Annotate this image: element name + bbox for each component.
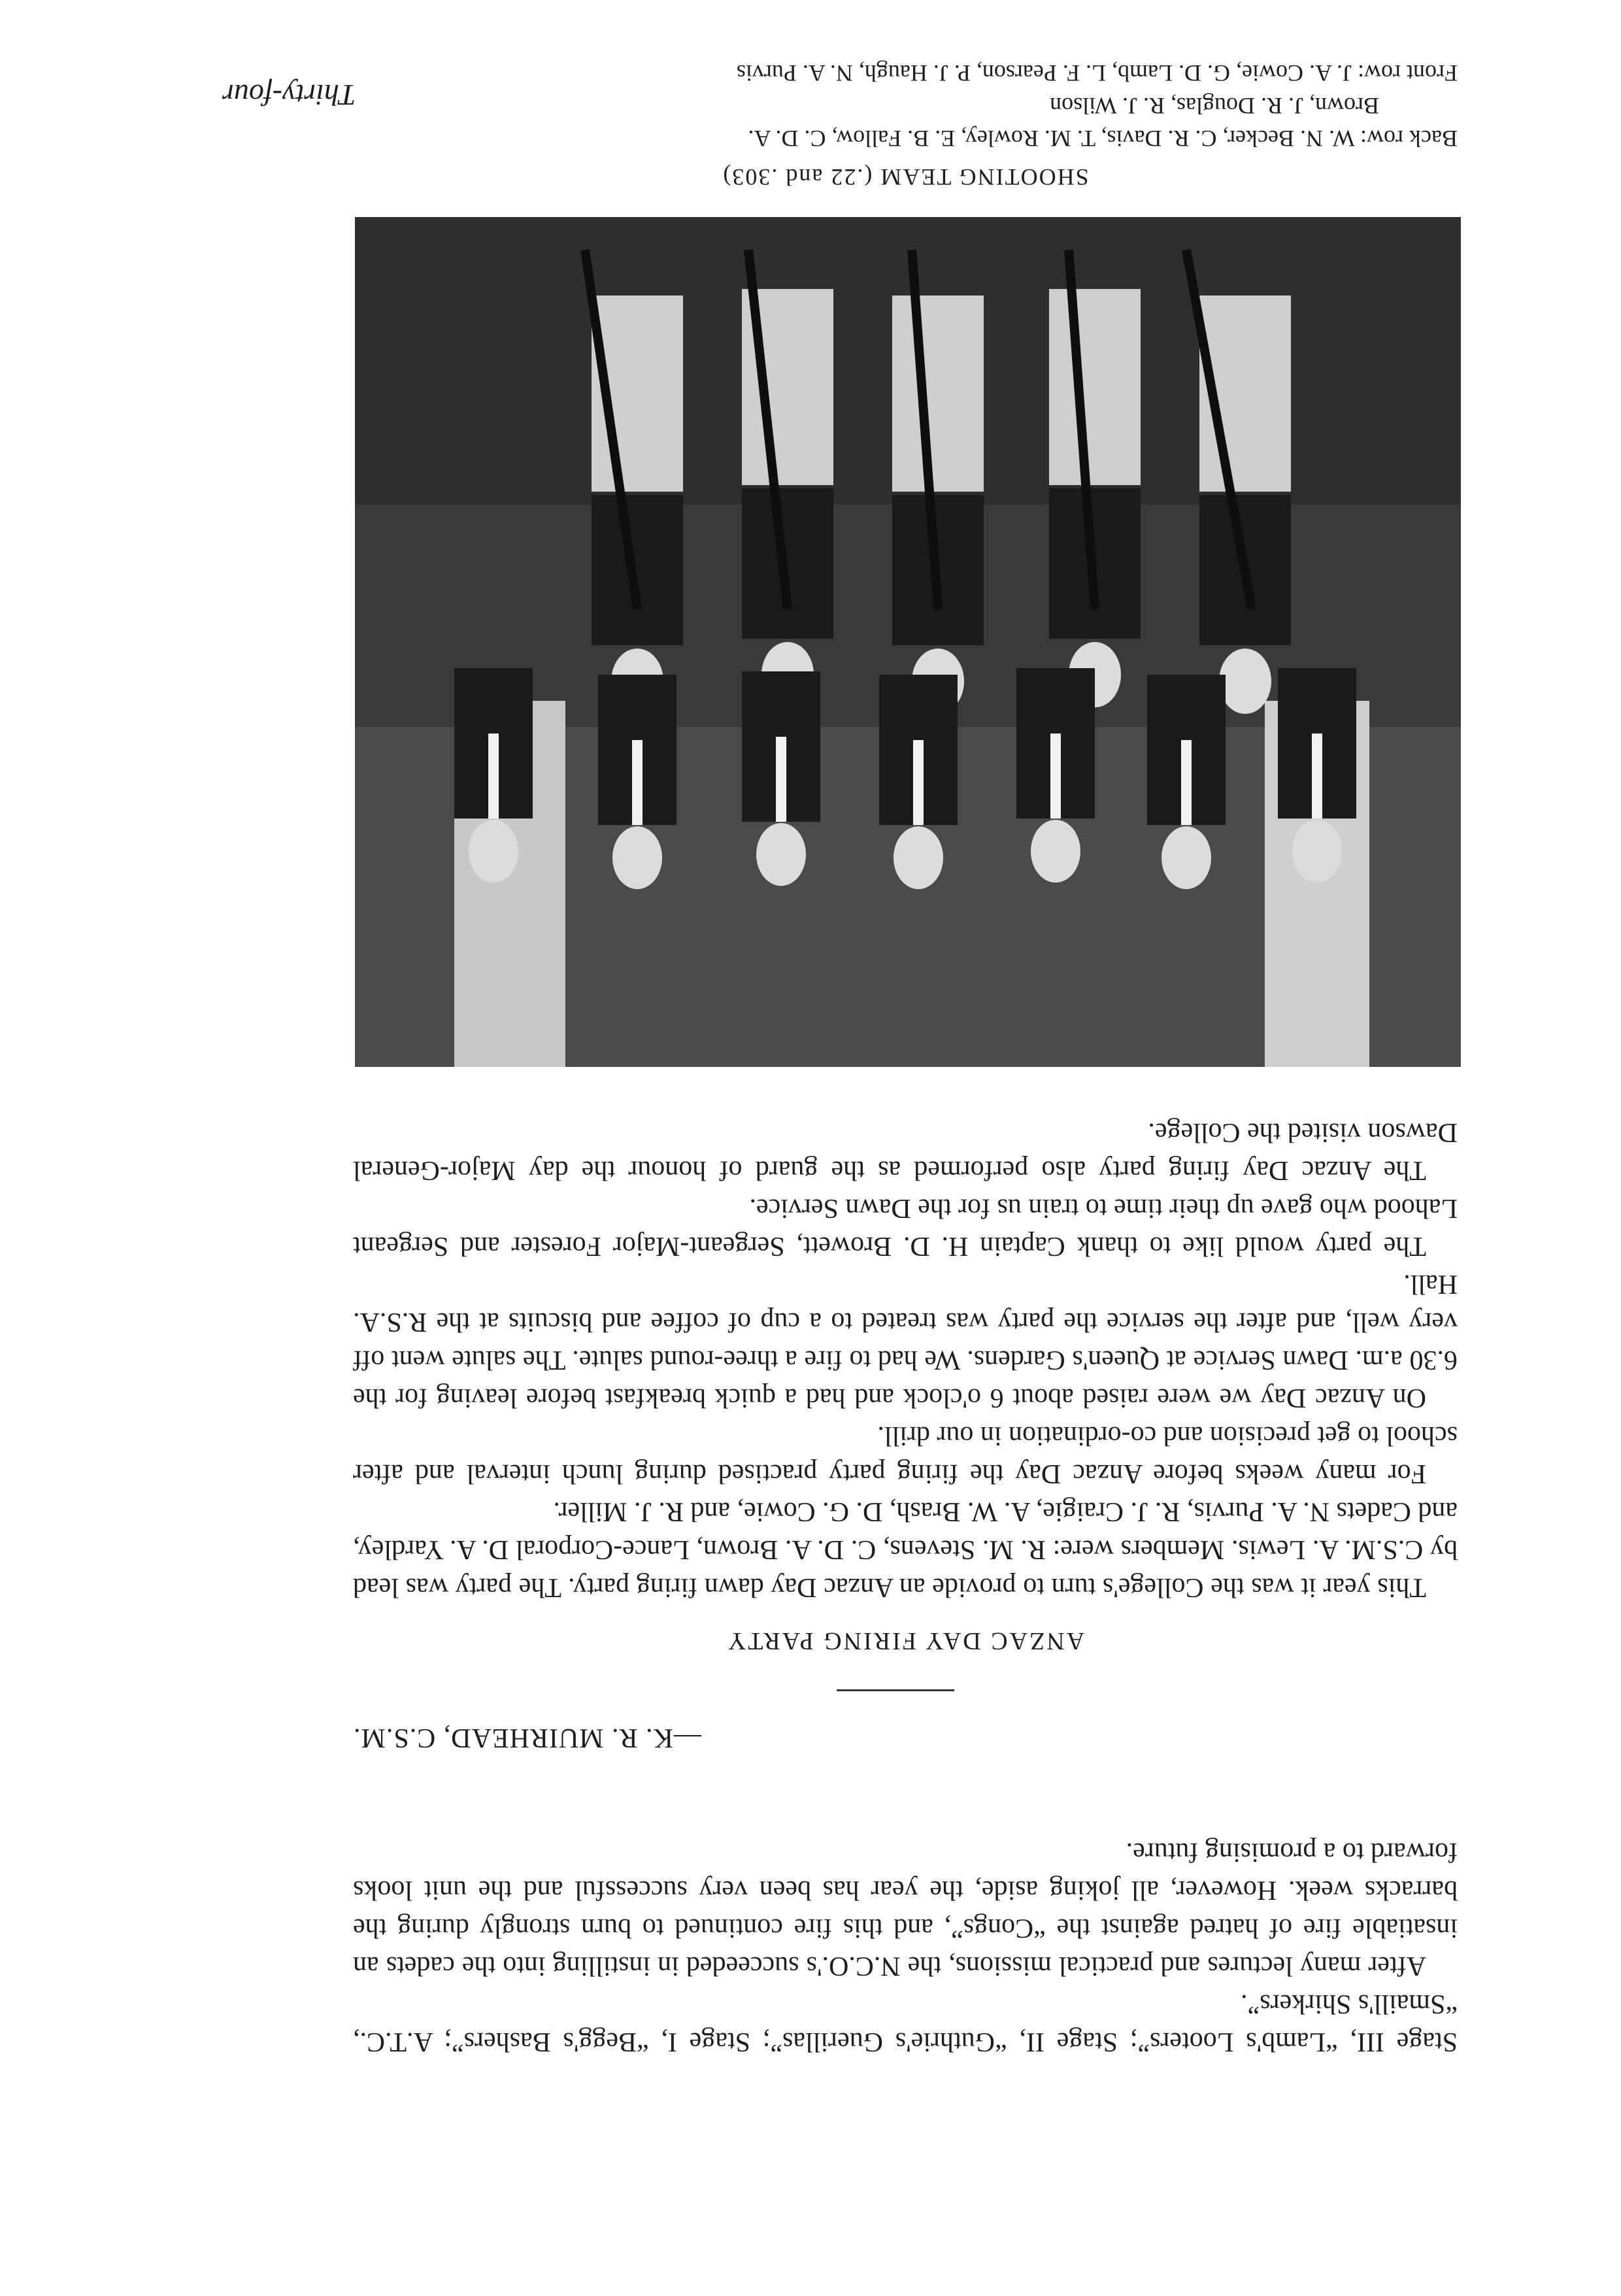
photo-caption-title: SHOOTING TEAM (.22 and .303) (722, 164, 1089, 190)
body-paragraph-5: The Anzac Day firing party also performed as the guard of honour the day Major-General Dawson visited the College. (353, 1117, 1458, 1185)
intro-paragraph-2: After many lectures and practical missions, the N.C.O.'s succeeded in instilling into the cadets an insatiable fire of hatred against the “Congs”, and this fire continued to burn strongly during the barracks week. However, all joking aside, the year has been very successful and the unit looks forward to a promising future. (353, 1837, 1458, 1981)
section-divider (837, 1689, 954, 1691)
photo-illustration (355, 217, 1461, 1067)
article-body (353, 1113, 1458, 1606)
body-paragraph-4: The party would like to thank Captain H. D. Browett, Sergeant-Major Forester and Sergeant Lahood who gave up their time to train us for the Dawn Service. (353, 1193, 1458, 1261)
page-number: Thirty-four (222, 78, 356, 112)
caption-back-row-continued: Brown, J. R. Douglas, R. J. Wilson (1050, 93, 1379, 119)
section-heading: ANZAC DAY FIRING PARTY (726, 1627, 1085, 1655)
body-paragraph-3: On Anzac Day we were raised about 6 o'clock and had a quick breakfast before leaving for the 6.30 a.m. Dawn Service at Queen's Gardens. We had to fire a three-round salute. The salute went off very well, and after the service the party was treated to a cup of coffee and biscuits at the R.S.A. Hall. (353, 1269, 1458, 1413)
caption-front-row: Front row: J. A. Cowie, G. D. Lamb, L. F. Pearson, P. J. Haugh, N. A. Purvis (736, 60, 1458, 86)
author-signature: —K. R. MUIRHEAD, C.S.M. (353, 1723, 701, 1753)
intro-text (353, 1833, 1458, 2061)
intro-paragraph-1: Stage III, “Lamb's Looters”; Stage II, “Guthrie's Guerillas”; Stage I, “Begg's Bashers”; A.T.C., “Smaill's Shirkers”. (353, 1989, 1458, 2057)
body-paragraph-1: This year it was the College's turn to provide an Anzac Day dawn firing party. The party was lead by C.S.M. A. Lewis. Members were: R. M. Stevens, C. D. A. Brown, Lance-Corporal D. A. Yardley, and Cadets N. A. Purvis, R. J. Craigie, A. W. Brash, D. G. Cowie, and R. J. Miller. (353, 1496, 1458, 1602)
caption-back-row: Back row: W. N. Becker, C. R. Davis, T. M. Rowley, E. B. Fallow, C. D. A. (748, 126, 1458, 152)
shooting-team-photo (355, 217, 1461, 1067)
body-paragraph-2: For many weeks before Anzac Day the firing party practised during lunch interval and after school to get precision and co-ordination in our drill. (353, 1421, 1458, 1489)
